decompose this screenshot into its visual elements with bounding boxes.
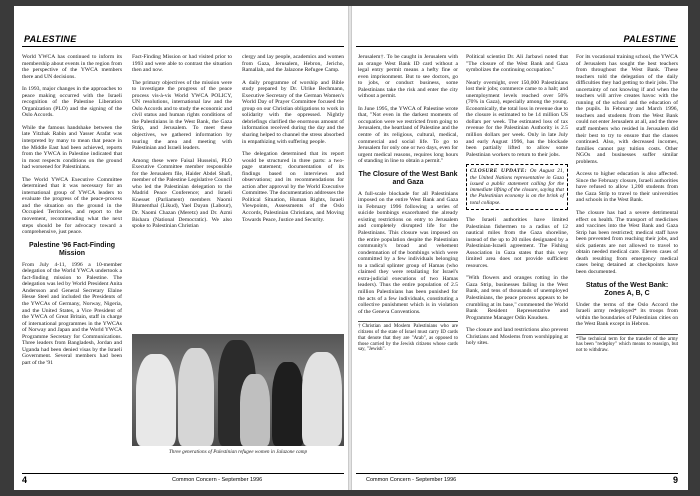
subheading: Palestine '96 Fact-Finding Mission [28,241,116,257]
paragraph: While the famous handshake between the late Yitzhak Rabin and Yasser Arafat was interpreted by many to mean that peace in the Middle East had been achieved, reports from the YWCA in Palestine indicated that in most respects conditions on the ground had worsened for Palestinians. [22,124,122,171]
left-column-1 [22,54,122,470]
paragraph: A full-scale blockade for all Palestinians imposed on the entire West Bank and Gaza in February 1996 following a series of suicide bombings exacerbated the already existing restrictions on entry to Jerusalem and completely disrupted life for the Palestinians. This closure was imposed on the entire population despite the Palestinian community's broad and vehement condemnation of the bombings which were committed by a few individuals belonging to a radical splinter group of Hamas (who claimed they were retaliating for Israel's extra-judicial executions of two Hamas leaders). Thus the entire population of 2.5 million Palestinians has been punished for the acts of a few individuals, constituting a collective punishment which is in violation of the Geneva Conventions. [358,190,458,315]
publication-line: Common Concern - September 1996 [172,477,263,483]
paragraph: Fact-Finding Mission or had visited prior to 1993 and were able to contrast the situation then and now. [132,54,232,74]
paragraph: From July 4-11, 1996 a 10-member delegation of the World YWCA undertook a fact-finding mission to Palestine. The delegation was led by World President Anita Andersson and General Secretary Elaine Hesse Steel and included the Presidents of the YWCAs of Germany, Norway, Nigeria, and the United States, a Vice President of the YWCA of Great Britain, staff in charge of international programmes in the YWCAs of Norway and Japan and the World YWCA Programme Secretary for Communications. Three leaders from Bangladesh, Jordan and Uganda had been denied visas by the Israeli Government. Several members had been part of the '91 [22,261,122,366]
paragraph: The World YWCA Executive Committee determined that it was necessary for an international group of YWCA leaders to evaluate the progress of the peace-process and the situation on the ground in the Occupied Territories, and report to the movement, recommending what the next steps should be for advocacy toward a comprehensive, just peace. [22,176,122,236]
box-text: On August 21, the United Nations representative in Gaza issued a public statement calling for the immediate lifting of the closure, saying that the Palestinian economy is on the brink of total collapse. [470,168,564,206]
photo-caption: Three generations of Palestinian refugee women in Jalazone camp [168,449,308,455]
subheading: Status of the West Bank: Zones A, B, C [585,281,669,297]
paragraph: The delegation determined that its report would be structured in three parts: a two-page statement; documentation of its findings based on interviews and observations; and its recommendations for action after approval by the World Executive Committee. The documentation addresses the Political Situation, Human Rights, Israeli Viewpoints, Assessments of the Oslo Accords, Palestinian Christians, and Moving Towards Peace, Justice and Security. [242,151,344,223]
right-column-1 [358,54,458,470]
paragraph: Political scientist Dr. Ali Jarbawi noted that "The closure of the West Bank and Gaza symbolizes the continuing occupation." [466,54,568,74]
left-column-2 [132,54,232,320]
footnote: *The technical term for the transfer of the army has been "redeploy" which means to reassign, but not to withdraw. [576,334,678,354]
section-title: PALESTINE [24,34,77,44]
box-label: CLOSURE UPDATE: [470,168,527,175]
paragraph: The primary objectives of the mission were to investigate the progress of the peace process vis-à-vis World YWCA POLICY, UN resolutions, international law and the Oslo Accords and to study the economic and civil status and human rights conditions of the Palestinians in the West Bank, the Gaza Strip, and Jerusalem. To meet these objectives, we gathered information by touring the area and meeting with Palestinian and Israeli leaders. [132,79,232,152]
paragraph: Under the terms of the Oslo Accord the Israeli army redeployed* its troops from within the boundaries of Palestinian cities on the West Bank except in Hebron. [576,301,678,328]
section-title: PALESTINE [623,34,676,44]
paragraph: The closure has had a severe detrimental effect on health. The transport of medicines and vaccines into the West Bank and Gaza Strip has been restricted; medical staff have been prevented from reaching their jobs, and sick patients are not allowed to travel to obtain needed medical care. Eleven cases of death resulting from emergency medical cases being detained at checkpoints have been documented. [576,210,678,275]
paragraph: The closure and land restrictions also prevent Christians and Moslems from worshipping at holy sites. [466,327,568,347]
page-number: 9 [672,475,678,485]
right-page-footer [356,473,678,486]
right-column-3 [576,54,678,470]
left-page-header [22,34,344,47]
right-page-header [356,34,678,47]
paragraph: In June 1995, the YWCA of Palestine wrote that, "Not even in the darkest moments of occupation were we restricted from going to Jerusalem, the heartland of Palestine and the centre of its religious, cultural, medical, commercial and social life. To go to Jerusalem for only one or two days, even for urgent medical reasons, requires long hours of standing in line to obtain a permit." [358,105,458,165]
closure-update-box [466,164,568,210]
page-number: 4 [22,475,28,485]
subheading: The Closure of the West Bank and Gaza [358,170,458,186]
paragraph: For its vocational training school, the YWCA of Jerusalem has sought the best teachers from throughout the West Bank. These teachers told the delegation of the daily difficulties they had getting to their jobs. The uncertainty of not knowing if and when the teachers will arrive creates havoc with the running of the school and the education of the pupils. In February and March 1996, teachers and students from the West Bank could not enter Jerusalem at all, and the three staff members who resided in Jerusalem did their best to try to ensure that the classes continued. Also, with decreased incomes, families cannot pay tuition costs. Other NGOs and businesses suffer similar problems. [576,54,678,165]
right-column-2 [466,54,568,470]
paragraph: In 1993, major changes in the approaches to peace making occurred with the Israeli recognition of the Palestine Liberation Organization (PLO) and the signing of the Oslo Accords. [22,86,122,119]
paragraph: clergy and lay people, academics and women from Gaza, Jerusalem, Hebron, Jericho, Ramallah, and the Jalazone Refugee Camp. [242,54,344,74]
paragraph: World YWCA has continued to inform its membership about events in the region from the perspective of the YWCA members there and UN decisions. [22,54,122,80]
paragraph: "With flowers and oranges rotting in the Gaza Strip, businesses failing in the West Bank, and tens of thousands of unemployed Palestinians, the peace process appears to be crumbling at its base," commented the World Bank Resident Representative and Programme Manager Odin Knudsen. [466,275,568,321]
paragraph: A daily programme of worship and Bible study prepared by Dr. Ulrike Bechmann, Executive Secretary of the German Women's World Day of Prayer Committee focused the group on our Christian obligations to work in solidarity with the oppressed. Nightly debriefings clarified the enormous amount of information received during the day and the sharing helped to channel the stress absorbed in empathizing with suffering people. [242,79,344,145]
footnote: †Christian and Moslem Palestinians who are citizens of the state of Israel must carry ID cards that denote that they are "Arab", as opposed to those carried by the Jewish citizens whose cards say, "Jewish". [358,321,458,353]
paragraph: Nearly overnight, over 150,000 Palestinians lost their jobs; commerce came to a halt; and unemployment levels reached over 50% (70% in Gaza), especially among the young. Economically, the total loss in revenue due to the closure is estimated to be 14 million US dollars per week. The estimated loss of tax revenue for the Palestinian Authority is 2.5 million dollars per week. Only in late July and early August 1996, has the blockade been partially lifted to allow some Palestinian workers to return to their jobs. [466,79,568,158]
paragraph: Access to higher education is also affected. Since the February closure, Israeli authorities have refused to allow 1,200 students from the Gaza Strip to travel to their universities and schools in the West Bank. [576,171,678,204]
left-column-3 [242,54,344,320]
paragraph: The Israeli authorities have limited Palestinian fishermen to a radius of 12 nautical miles from the Gaza shoreline, instead of the up to 20 miles designated by a Palestinian-Israeli agreement. The Fishing Association in Gaza states that this very limited area does not provide sufficient resources. [466,216,568,269]
paragraph: Among these were Faisal Husseini, PLO Executive Committee member responsible for the Jerusalem file, Haider Abdel Shafi, member of the Palestine Legislative Council who led the Palestinian delegation to the Madrid Peace Conference; and Israeli Knesset (Parliament) members Naomi Blumenthal (Likud), Yael Dayan (Labour), Dr. Naomi Chazan (Meretz) and Dr. Azmi Bishara (National Democratic). We also spoke to Palestinian Christian [132,157,232,230]
publication-line: Common Concern - September 1996 [366,477,457,483]
paragraph: Jerusalem†. To be caught in Jerusalem with an orange West Bank ID card without a legal entry permit means a hefty fine or even imprisonment. But to see doctors, go to jobs, or conduct business, some Palestinians take the risk and enter the city without a permit. [358,54,458,100]
refugee-women-photo [132,334,344,446]
left-page [14,6,348,490]
right-page [352,6,688,490]
left-page-footer [22,473,344,486]
